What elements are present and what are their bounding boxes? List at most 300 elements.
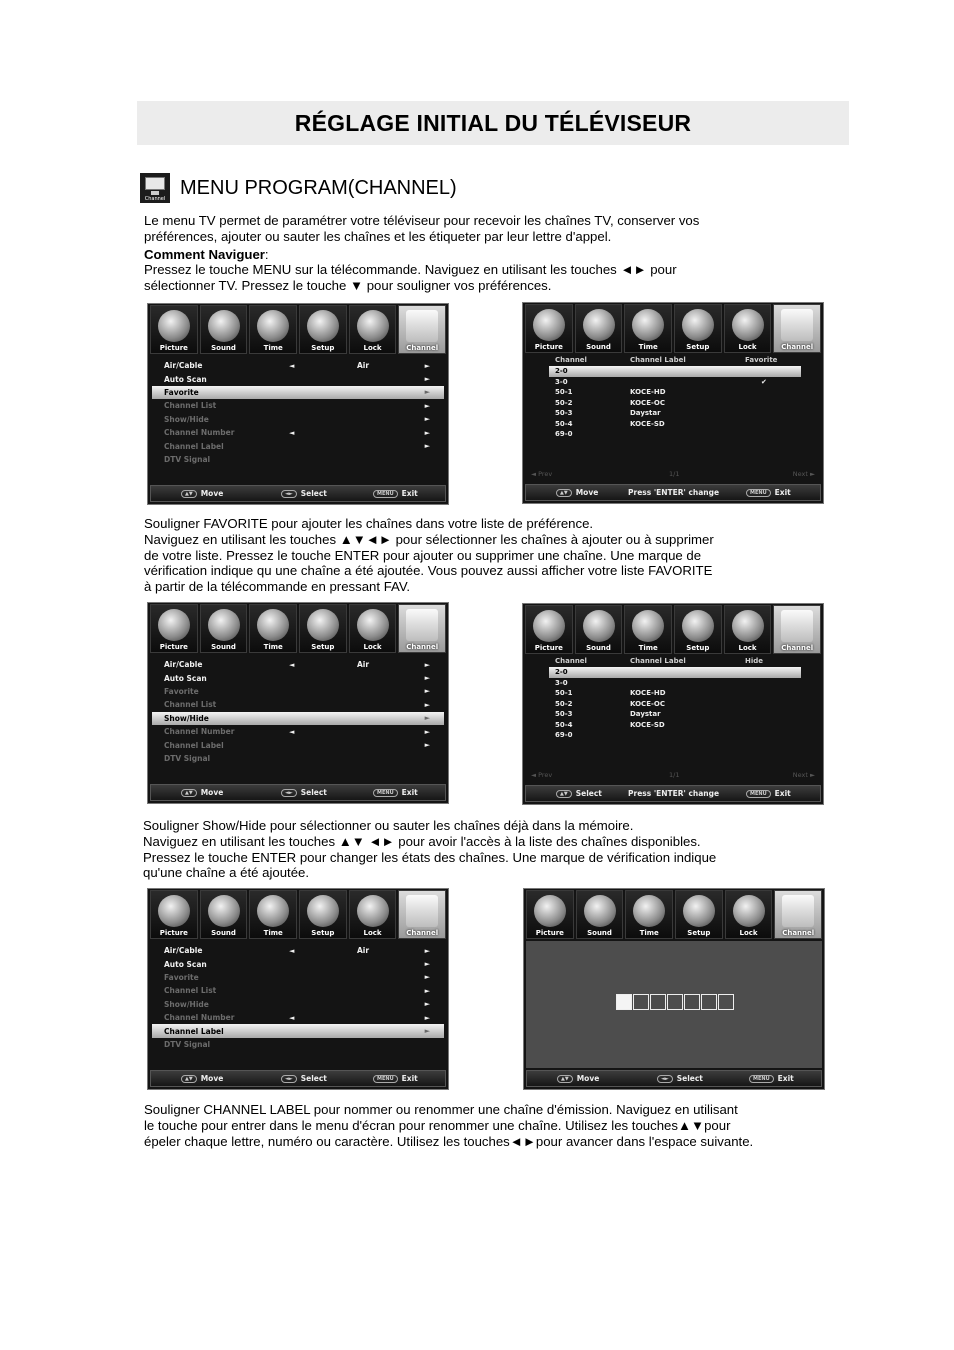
tab-lock[interactable] bbox=[349, 890, 397, 939]
menu-item-label: Channel Label bbox=[164, 1026, 224, 1036]
channel-icon bbox=[406, 609, 438, 641]
menu-item-channel-label[interactable] bbox=[152, 439, 444, 452]
channel-row[interactable] bbox=[549, 387, 801, 398]
channel-row[interactable] bbox=[549, 720, 801, 731]
right-arrow-icon: ► bbox=[424, 674, 430, 683]
right-arrow-icon: ► bbox=[424, 986, 430, 995]
menu-item-channel-label[interactable] bbox=[152, 738, 444, 751]
channel-row[interactable] bbox=[549, 408, 801, 419]
text-line: Pressez le touche ENTER pour changer les états des chaînes. Une marque de vérification indique bbox=[143, 849, 717, 865]
channel-row[interactable] bbox=[549, 709, 801, 720]
tab-setup[interactable] bbox=[299, 305, 347, 354]
tab-picture[interactable] bbox=[525, 605, 573, 654]
column-header: Channel Label bbox=[630, 356, 686, 364]
menu-item-label: Show/Hide bbox=[164, 713, 209, 723]
tab-label: Picture bbox=[534, 644, 563, 652]
tab-label: Channel bbox=[781, 343, 814, 351]
tab-label: Lock bbox=[738, 644, 757, 652]
key-icon: ▲▼ bbox=[181, 1075, 197, 1083]
menu-item-air-cable[interactable] bbox=[152, 658, 444, 671]
tab-time[interactable] bbox=[249, 604, 297, 653]
list-header bbox=[555, 657, 813, 666]
menu-item-air-cable[interactable] bbox=[152, 944, 444, 957]
label-char-box[interactable] bbox=[633, 994, 649, 1010]
right-arrow-icon: ► bbox=[424, 946, 430, 955]
footer-move-label: Move bbox=[575, 488, 599, 497]
footer-exit-label: Exit bbox=[774, 789, 791, 798]
key-icon: MENU bbox=[373, 789, 398, 797]
tab-lock[interactable] bbox=[724, 605, 772, 654]
tab-label: Sound bbox=[586, 644, 611, 652]
tab-lock[interactable] bbox=[349, 604, 397, 653]
label-input-boxes[interactable] bbox=[616, 994, 735, 1010]
page-title: RÉGLAGE INITIAL DU TÉLÉVISEUR bbox=[294, 109, 692, 136]
footer-move bbox=[557, 1074, 599, 1083]
channel-number: 50-4 bbox=[555, 720, 573, 729]
channel-menu bbox=[152, 658, 444, 765]
menu-item-dtv-signal[interactable] bbox=[152, 752, 444, 765]
menu-item-dtv-signal[interactable] bbox=[152, 453, 444, 466]
picture-icon bbox=[533, 309, 565, 341]
menu-item-auto-scan[interactable] bbox=[152, 372, 444, 385]
tv-favorite-list bbox=[522, 302, 824, 504]
tab-setup[interactable] bbox=[299, 604, 347, 653]
setup-icon bbox=[307, 310, 339, 342]
tab-picture[interactable] bbox=[150, 890, 198, 939]
pager-prev[interactable]: ◄ Prev bbox=[531, 470, 553, 478]
menu-item-label: Channel Number bbox=[164, 1013, 235, 1023]
tab-label: Channel bbox=[406, 344, 439, 352]
sound-icon bbox=[208, 310, 240, 342]
tab-label: Setup bbox=[686, 644, 710, 652]
channel-label: KOCE-SD bbox=[630, 419, 665, 428]
right-arrow-icon: ► bbox=[424, 1013, 430, 1022]
footer-bar bbox=[525, 484, 821, 501]
nav-line: Pressez le touche MENU sur la télécommande. Naviguez en utilisant les touches ◄► pour bbox=[144, 262, 677, 278]
label-char-box[interactable] bbox=[701, 994, 717, 1010]
channel-row[interactable] bbox=[549, 419, 801, 430]
tab-label: Picture bbox=[159, 643, 188, 651]
menu-item-label: Auto Scan bbox=[164, 673, 207, 683]
channel-list bbox=[549, 667, 801, 741]
tab-label: Time bbox=[263, 344, 283, 352]
menu-item-label: Favorite bbox=[164, 972, 199, 982]
footer-move-label: Move bbox=[200, 1074, 224, 1083]
footer-move-label: Move bbox=[200, 489, 224, 498]
key-icon: ◄► bbox=[281, 789, 297, 797]
tab-time[interactable] bbox=[625, 890, 673, 939]
channel-label: KOCE-HD bbox=[630, 388, 666, 396]
channel-label: KOCE-SD bbox=[630, 720, 665, 729]
favorite-paragraph bbox=[144, 516, 714, 595]
channel-number: 3-0 bbox=[555, 377, 568, 386]
pager-next[interactable]: Next ► bbox=[792, 470, 815, 478]
menu-item-label: Show/Hide bbox=[164, 999, 209, 1009]
key-icon: ◄► bbox=[281, 490, 297, 498]
menu-item-favorite[interactable] bbox=[152, 386, 444, 399]
tab-sound[interactable] bbox=[576, 890, 624, 939]
tab-picture[interactable] bbox=[150, 604, 198, 653]
tab-label: Channel bbox=[782, 929, 815, 937]
menu-item-label: Auto Scan bbox=[164, 374, 207, 384]
menu-item-label: Channel Label bbox=[164, 441, 224, 451]
menu-item-favorite[interactable] bbox=[152, 685, 444, 698]
section-title: MENU PROGRAM(CHANNEL) bbox=[180, 176, 457, 199]
pager-page: 1/1 bbox=[669, 771, 680, 779]
text-line: vérification indique qu une chaîne a été ajoutée. Vous pouvez aussi afficher votre liste FAVORITE bbox=[144, 563, 713, 579]
channel-icon bbox=[781, 309, 813, 341]
tab-label: Time bbox=[263, 643, 283, 651]
intro-line: Le menu TV permet de paramétrer votre téléviseur pour recevoir les chaînes TV, conserver vos bbox=[144, 213, 700, 228]
text-line: Souligner Show/Hide pour sélectionner ou sauter les chaînes déjà dans la mémoire. bbox=[143, 818, 634, 833]
right-arrow-icon: ► bbox=[424, 1000, 430, 1009]
right-arrow-icon: ► bbox=[424, 442, 430, 451]
tab-lock[interactable] bbox=[725, 890, 773, 939]
footer-select-label: Select bbox=[676, 1074, 703, 1083]
menu-item-channel-number[interactable] bbox=[152, 1011, 444, 1024]
air-cable-value: Air bbox=[357, 361, 370, 371]
key-icon: ▲▼ bbox=[556, 790, 572, 798]
footer-exit bbox=[373, 1074, 418, 1083]
time-icon bbox=[633, 895, 665, 927]
column-header: Favorite bbox=[745, 356, 778, 364]
menu-item-label: Show/Hide bbox=[164, 414, 209, 424]
tab-time[interactable] bbox=[249, 305, 297, 354]
footer-select bbox=[281, 1074, 327, 1083]
menu-item-label: Channel Label bbox=[164, 740, 224, 750]
key-icon: MENU bbox=[746, 489, 771, 497]
menu-item-label: Channel Number bbox=[164, 428, 235, 438]
picture-icon bbox=[533, 610, 565, 642]
footer-press-enter-label: Press 'ENTER' change bbox=[628, 789, 720, 798]
air-cable-value: Air bbox=[357, 660, 370, 670]
tab-label: Setup bbox=[687, 929, 711, 937]
text-line: qu'une chaîne a été ajoutée. bbox=[143, 865, 310, 881]
left-arrow-icon: ◄ bbox=[289, 727, 295, 736]
menu-item-label: Air/Cable bbox=[164, 660, 203, 670]
tab-label: Setup bbox=[686, 343, 710, 351]
sound-icon bbox=[208, 609, 240, 641]
tab-setup[interactable] bbox=[674, 304, 722, 353]
tab-channel[interactable] bbox=[398, 604, 446, 653]
channel-row[interactable] bbox=[549, 699, 801, 710]
footer-select bbox=[657, 1074, 703, 1083]
menu-tab-bar bbox=[524, 889, 824, 939]
label-char-box[interactable] bbox=[718, 994, 734, 1010]
label-paragraph bbox=[144, 1102, 753, 1149]
tab-channel[interactable] bbox=[773, 605, 821, 654]
footer-exit bbox=[373, 489, 418, 498]
list-header bbox=[555, 356, 813, 365]
channel-number: 2-0 bbox=[555, 367, 568, 375]
tab-picture[interactable] bbox=[525, 304, 573, 353]
channel-number: 50-1 bbox=[555, 689, 573, 697]
check-icon: ✔ bbox=[761, 377, 767, 386]
right-arrow-icon: ► bbox=[424, 973, 430, 982]
footer-move-label: Move bbox=[200, 788, 224, 797]
page-title-bar bbox=[137, 101, 849, 145]
setup-icon bbox=[682, 610, 714, 642]
menu-item-show-hide[interactable] bbox=[152, 712, 444, 725]
right-arrow-icon: ► bbox=[424, 1027, 430, 1036]
menu-item-favorite[interactable] bbox=[152, 971, 444, 984]
footer-select-label: Select bbox=[575, 789, 602, 798]
footer-bar bbox=[525, 785, 821, 802]
channel-row[interactable] bbox=[549, 366, 801, 377]
right-arrow-icon: ► bbox=[424, 415, 430, 424]
tab-picture[interactable] bbox=[150, 305, 198, 354]
key-icon: MENU bbox=[373, 1075, 398, 1083]
footer-exit bbox=[749, 1074, 794, 1083]
tab-lock[interactable] bbox=[724, 304, 772, 353]
lock-icon bbox=[732, 610, 764, 642]
tab-time[interactable] bbox=[624, 605, 672, 654]
intro-paragraph bbox=[144, 213, 699, 294]
tab-label: Time bbox=[638, 644, 658, 652]
picture-icon bbox=[158, 609, 190, 641]
channel-row[interactable] bbox=[549, 730, 801, 741]
text-line: Naviguez en utilisant les touches ▲▼ ◄► pour avoir l'accès à la liste des chaînes disponibles. bbox=[143, 833, 701, 849]
channel-label: Daystar bbox=[630, 710, 661, 718]
tab-picture[interactable] bbox=[526, 890, 574, 939]
time-icon bbox=[632, 309, 664, 341]
tab-label: Setup bbox=[311, 344, 335, 352]
menu-item-label: Air/Cable bbox=[164, 361, 203, 371]
footer-exit-label: Exit bbox=[777, 1074, 794, 1083]
tab-sound[interactable] bbox=[575, 605, 623, 654]
menu-item-label: DTV Signal bbox=[164, 753, 211, 763]
right-arrow-icon: ► bbox=[424, 727, 430, 736]
tab-time[interactable] bbox=[249, 890, 297, 939]
column-header: Channel bbox=[555, 356, 587, 364]
tab-time[interactable] bbox=[624, 304, 672, 353]
tab-label: Sound bbox=[586, 343, 611, 351]
menu-item-auto-scan[interactable] bbox=[152, 671, 444, 684]
right-arrow-icon: ► bbox=[424, 401, 430, 410]
tab-lock[interactable] bbox=[349, 305, 397, 354]
label-char-box[interactable] bbox=[616, 994, 632, 1010]
footer-move-label: Move bbox=[576, 1074, 600, 1083]
tv-menu-favorite bbox=[147, 303, 449, 505]
footer-exit-label: Exit bbox=[774, 488, 791, 497]
menu-tab-bar bbox=[148, 889, 448, 939]
tab-sound[interactable] bbox=[200, 305, 248, 354]
menu-item-channel-label[interactable] bbox=[152, 1024, 444, 1037]
key-icon: MENU bbox=[749, 1075, 774, 1083]
channel-number: 50-1 bbox=[555, 388, 573, 396]
left-arrow-icon: ◄ bbox=[289, 946, 295, 955]
footer-bar bbox=[150, 784, 446, 801]
footer-press-enter bbox=[628, 789, 719, 798]
footer-bar bbox=[526, 1070, 822, 1087]
menu-item-label: Auto Scan bbox=[164, 959, 207, 969]
channel-row[interactable] bbox=[549, 429, 801, 440]
tv-label-editor bbox=[523, 888, 825, 1090]
tab-label: Time bbox=[263, 929, 283, 937]
menu-item-channel-list[interactable] bbox=[152, 698, 444, 711]
channel-icon: Channel bbox=[140, 173, 170, 203]
tab-label: Picture bbox=[159, 344, 188, 352]
tab-label: Channel bbox=[406, 929, 439, 937]
footer-move bbox=[181, 788, 223, 797]
column-header: Channel bbox=[555, 657, 587, 665]
label-char-box[interactable] bbox=[684, 994, 700, 1010]
tab-channel[interactable] bbox=[398, 305, 446, 354]
tab-label: Lock bbox=[739, 929, 758, 937]
tab-label: Channel bbox=[781, 644, 814, 652]
nav-line: sélectionner TV. Pressez le touche ▼ pour souligner vos préférences. bbox=[144, 278, 552, 294]
footer-select bbox=[281, 489, 327, 498]
tab-sound[interactable] bbox=[575, 304, 623, 353]
tab-channel[interactable] bbox=[774, 890, 822, 939]
channel-number: 50-4 bbox=[555, 419, 573, 428]
channel-row[interactable] bbox=[549, 678, 801, 689]
menu-item-dtv-signal[interactable] bbox=[152, 1038, 444, 1051]
setup-icon bbox=[683, 895, 715, 927]
tab-label: Sound bbox=[211, 929, 236, 937]
menu-item-label: Channel List bbox=[164, 986, 217, 996]
pager bbox=[531, 470, 815, 479]
channel-label: Daystar bbox=[630, 409, 661, 417]
right-arrow-icon: ► bbox=[424, 700, 430, 709]
footer-select bbox=[281, 788, 327, 797]
key-icon: ▲▼ bbox=[556, 489, 572, 497]
channel-label: KOCE-OC bbox=[630, 398, 665, 407]
tab-sound[interactable] bbox=[200, 604, 248, 653]
channel-number: 3-0 bbox=[555, 678, 568, 687]
channel-menu bbox=[152, 359, 444, 466]
tab-sound[interactable] bbox=[200, 890, 248, 939]
lock-icon bbox=[357, 895, 389, 927]
menu-tab-bar bbox=[148, 603, 448, 653]
text-line: Naviguez en utilisant les touches ▲▼◄► pour sélectionner les chaînes à ajouter ou à supprimer bbox=[144, 531, 714, 547]
right-arrow-icon: ► bbox=[424, 660, 430, 669]
channel-label: KOCE-OC bbox=[630, 699, 665, 708]
channel-row[interactable] bbox=[549, 398, 801, 409]
column-header: Hide bbox=[745, 657, 764, 665]
channel-row[interactable] bbox=[549, 688, 801, 699]
left-arrow-icon: ◄ bbox=[289, 660, 295, 669]
right-arrow-icon: ► bbox=[424, 375, 430, 384]
footer-exit-label: Exit bbox=[401, 788, 418, 797]
nav-heading: Comment Naviguer bbox=[144, 246, 265, 262]
picture-icon bbox=[158, 310, 190, 342]
menu-item-air-cable[interactable] bbox=[152, 359, 444, 372]
tab-setup[interactable] bbox=[675, 890, 723, 939]
picture-icon bbox=[158, 895, 190, 927]
menu-item-channel-list[interactable] bbox=[152, 984, 444, 997]
tab-label: Channel bbox=[406, 643, 439, 651]
pager-next[interactable]: Next ► bbox=[792, 771, 815, 779]
showhide-paragraph bbox=[143, 818, 716, 881]
channel-icon bbox=[782, 895, 814, 927]
menu-item-label: Channel Number bbox=[164, 727, 235, 737]
tab-setup[interactable] bbox=[674, 605, 722, 654]
channel-row[interactable] bbox=[549, 377, 801, 388]
channel-menu bbox=[152, 944, 444, 1051]
sound-icon bbox=[208, 895, 240, 927]
time-icon bbox=[257, 895, 289, 927]
menu-item-label: Channel List bbox=[164, 401, 217, 411]
label-editor-panel bbox=[526, 941, 822, 1068]
menu-tab-bar bbox=[523, 303, 823, 353]
menu-item-channel-number[interactable] bbox=[152, 426, 444, 439]
footer-press-enter bbox=[628, 488, 719, 497]
right-arrow-icon: ► bbox=[424, 741, 430, 750]
footer-move bbox=[181, 1074, 223, 1083]
setup-icon bbox=[307, 609, 339, 641]
nav-heading-line: Comment Naviguer: bbox=[144, 246, 269, 262]
channel-number: 69-0 bbox=[555, 430, 573, 438]
pager-page: 1/1 bbox=[669, 470, 680, 478]
footer-select-label: Select bbox=[300, 788, 327, 797]
pager-prev[interactable]: ◄ Prev bbox=[531, 771, 553, 779]
menu-item-auto-scan[interactable] bbox=[152, 957, 444, 970]
tab-label: Sound bbox=[587, 929, 612, 937]
setup-icon bbox=[682, 309, 714, 341]
time-icon bbox=[632, 610, 664, 642]
text-line: Souligner CHANNEL LABEL pour nommer ou renommer une chaîne d'émission. Naviguez en utilisant bbox=[144, 1102, 738, 1117]
tab-label: Picture bbox=[534, 343, 563, 351]
footer-exit bbox=[746, 488, 791, 497]
tv-hide-list bbox=[522, 603, 824, 805]
menu-item-label: Air/Cable bbox=[164, 946, 203, 956]
menu-item-show-hide[interactable] bbox=[152, 413, 444, 426]
right-arrow-icon: ► bbox=[424, 714, 430, 723]
right-arrow-icon: ► bbox=[424, 960, 430, 969]
channel-label: KOCE-HD bbox=[630, 689, 666, 697]
tab-label: Time bbox=[639, 929, 659, 937]
sound-icon bbox=[583, 309, 615, 341]
tab-channel[interactable] bbox=[398, 890, 446, 939]
channel-row[interactable] bbox=[549, 667, 801, 678]
tv-menu-channel-label bbox=[147, 888, 449, 1090]
footer-exit bbox=[373, 788, 418, 797]
time-icon bbox=[257, 310, 289, 342]
tab-label: Lock bbox=[738, 343, 757, 351]
air-cable-value: Air bbox=[357, 946, 370, 956]
key-icon: ◄► bbox=[281, 1075, 297, 1083]
channel-number: 50-3 bbox=[555, 409, 573, 417]
tab-channel[interactable] bbox=[773, 304, 821, 353]
label-char-box[interactable] bbox=[650, 994, 666, 1010]
tab-label: Sound bbox=[211, 643, 236, 651]
sound-icon bbox=[584, 895, 616, 927]
tab-label: Picture bbox=[535, 929, 564, 937]
key-icon: ▲▼ bbox=[181, 490, 197, 498]
menu-item-show-hide[interactable] bbox=[152, 998, 444, 1011]
footer-bar bbox=[150, 485, 446, 502]
right-arrow-icon: ► bbox=[424, 687, 430, 696]
tab-label: Time bbox=[638, 343, 658, 351]
text-line: épeler chaque lettre, numéro ou caractère. Utilisez les touches◄►pour avancer dans l'espace suivante. bbox=[144, 1133, 754, 1149]
menu-item-channel-number[interactable] bbox=[152, 725, 444, 738]
tab-setup[interactable] bbox=[299, 890, 347, 939]
lock-icon bbox=[357, 310, 389, 342]
tab-label: Setup bbox=[311, 929, 335, 937]
pager bbox=[531, 771, 815, 780]
tab-label: Sound bbox=[211, 344, 236, 352]
menu-item-channel-list[interactable] bbox=[152, 399, 444, 412]
right-arrow-icon: ► bbox=[424, 361, 430, 370]
lock-icon bbox=[732, 309, 764, 341]
key-icon: MENU bbox=[746, 790, 771, 798]
tab-label: Lock bbox=[363, 344, 382, 352]
channel-number: 69-0 bbox=[555, 731, 573, 739]
time-icon bbox=[257, 609, 289, 641]
footer-bar bbox=[150, 1070, 446, 1087]
label-char-box[interactable] bbox=[667, 994, 683, 1010]
